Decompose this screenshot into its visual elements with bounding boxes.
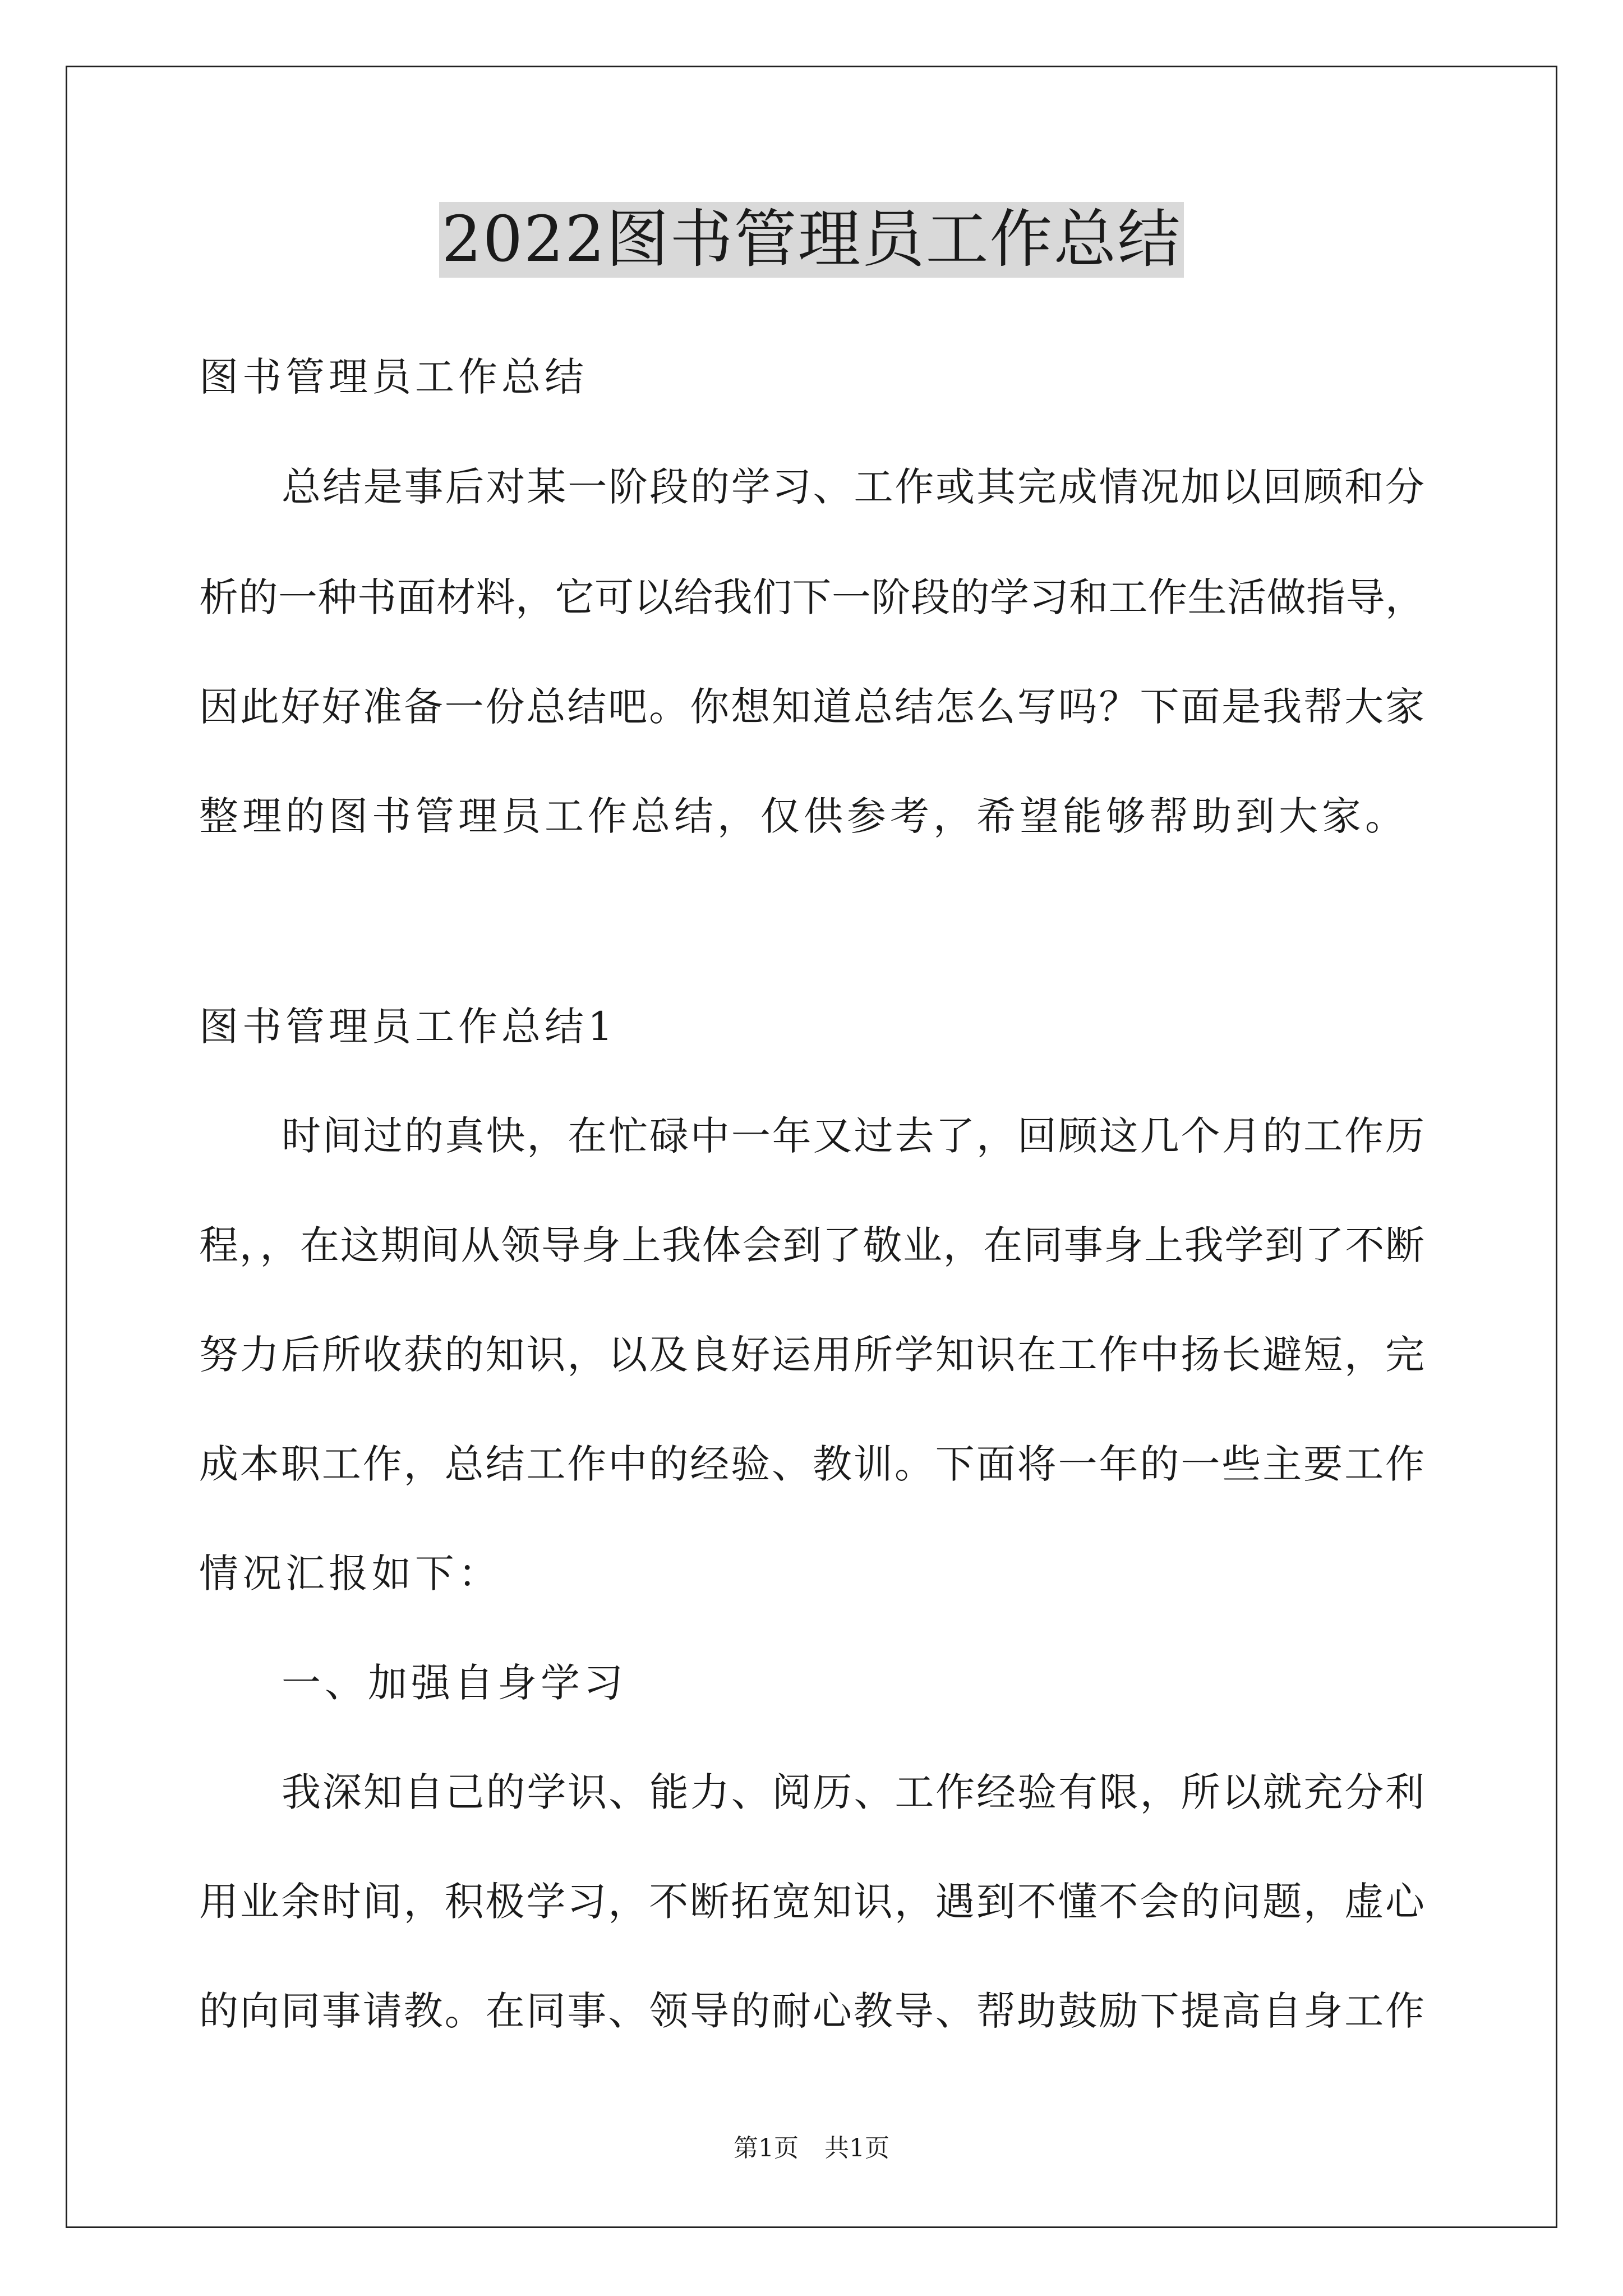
section-body-line: 程，，在这期间从领导身上我体会到了敬业，在同事身上我学到了不断 (199, 1222, 1424, 1268)
section-heading: 图书管理员工作总结1 (199, 1004, 617, 1050)
section-body-line: 成本职工作，总结工作中的经验、教训。下面将一年的一些主要工作 (199, 1441, 1424, 1487)
subsection-body-line: 我深知自己的学识、能力、阅历、工作经验有限，所以就充分利 (282, 1769, 1424, 1815)
section-body-line: 时间过的真快，在忙碌中一年又过去了，回顾这几个月的工作历 (282, 1113, 1424, 1159)
section-body-line: 努力后所收获的知识，以及良好运用所学知识在工作中扬长避短，完 (199, 1332, 1424, 1378)
page-total: 共1页 (824, 2134, 889, 2162)
intro-line: 整理的图书管理员工作总结，仅供参考，希望能够帮助到大家。 (199, 793, 1408, 839)
page-footer (0, 2132, 1623, 2165)
intro-line: 因此好好准备一份总结吧。你想知道总结怎么写吗？下面是我帮大家 (199, 684, 1424, 730)
document-title-container (0, 202, 1623, 278)
subsection-body-line: 的向同事请教。在同事、领导的耐心教导、帮助鼓励下提高自身工作 (199, 1988, 1424, 2034)
intro-line: 总结是事后对某一阶段的学习、工作或其完成情况加以回顾和分 (282, 464, 1424, 510)
subsection-heading: 一、加强自身学习 (282, 1660, 627, 1706)
document-title: 2022图书管理员工作总结 (439, 202, 1183, 278)
subsection-body-line: 用业余时间，积极学习，不断拓宽知识，遇到不懂不会的问题，虚心 (199, 1879, 1424, 1925)
page-number: 第1页 (734, 2134, 799, 2162)
intro-line: 析的一种书面材料，它可以给我们下一阶段的学习和工作生活做指导， (199, 574, 1424, 620)
document-subtitle: 图书管理员工作总结 (199, 354, 588, 400)
section-body-line: 情况汇报如下： (199, 1550, 501, 1596)
